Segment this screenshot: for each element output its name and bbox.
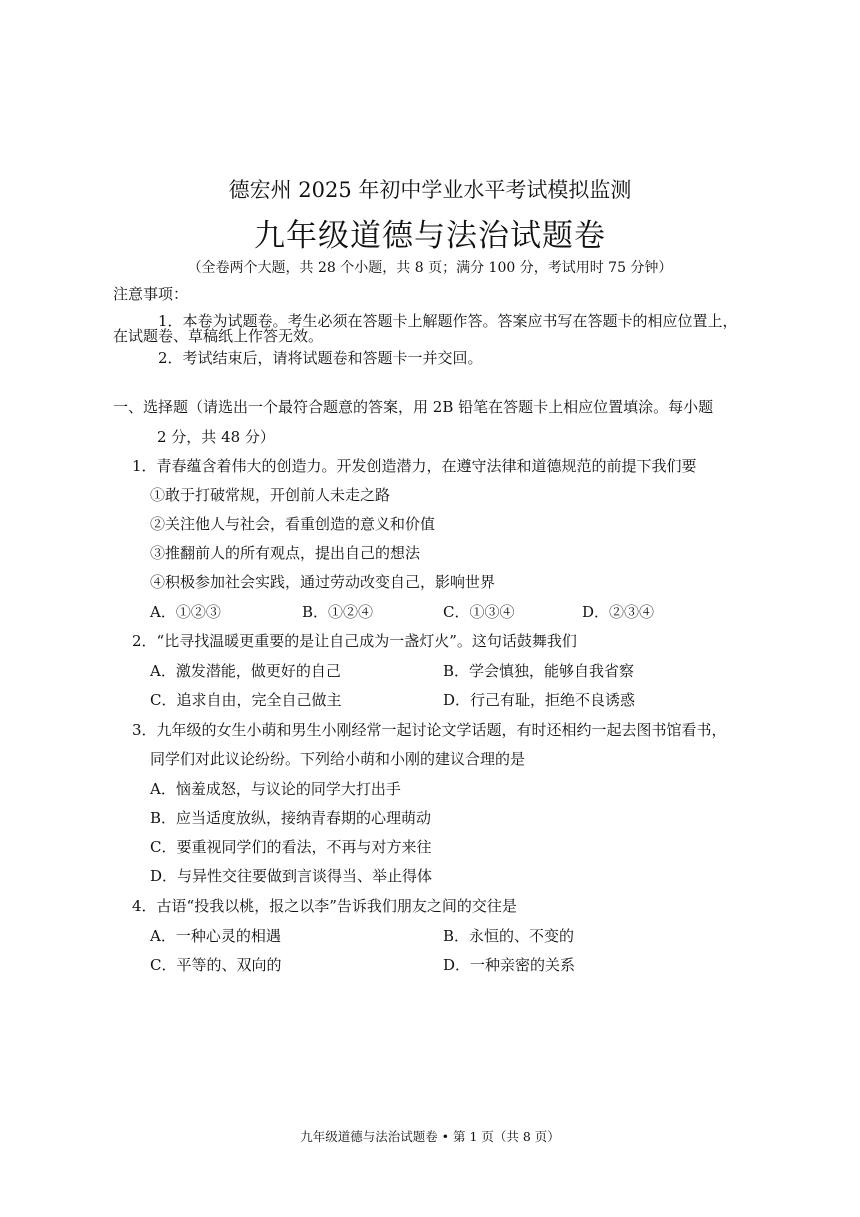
notice-item-2: 2．考试结束后，请将试题卷和答题卡一并交回。: [158, 349, 483, 367]
question-4-option-c: C．平等的、双向的: [150, 956, 282, 974]
question-3-option-d: D．与异性交往要做到言谈得当、举止得体: [150, 867, 433, 885]
notice-item-1-cont: 在试题卷、草稿纸上作答无效。: [113, 327, 324, 345]
question-1-item-1: ①敢于打破常规，开创前人未走之路: [150, 486, 391, 504]
notice-heading: 注意事项：: [113, 285, 189, 303]
question-1-item-4: ④积极参加社会实践，通过劳动改变自己，影响世界: [150, 573, 496, 591]
question-3-option-b: B．应当适度放纵，接纳青春期的心理萌动: [150, 809, 432, 827]
question-1-item-2: ②关注他人与社会，看重创造的意义和价值: [150, 515, 436, 533]
question-4-option-a: A．一种心灵的相遇: [150, 927, 281, 945]
question-2-option-a: A．激发潜能，做更好的自己: [150, 662, 341, 680]
question-3-option-c: C．要重视同学们的看法，不再与对方来往: [150, 838, 432, 856]
question-2-option-d: D．行己有耻，拒绝不良诱惑: [443, 691, 636, 709]
exam-header-title: 德宏州 2025 年初中学业水平考试模拟监测: [228, 178, 632, 202]
question-4-stem: 4．古语“投我以桃，报之以李”告诉我们朋友之间的交往是: [132, 897, 517, 915]
question-1-item-3: ③推翻前人的所有观点，提出自己的想法: [150, 544, 421, 562]
page-footer: 九年级道德与法治试题卷 • 第 1 页（共 8 页）: [300, 1129, 560, 1144]
exam-subtitle: （全卷两个大题，共 28 个小题，共 8 页；满分 100 分，考试用时 75 分钟）: [187, 260, 673, 276]
question-2-option-c: C．追求自由，完全自己做主: [150, 691, 342, 709]
question-1-option-b: B．①②④: [302, 603, 374, 621]
question-1-option-a: A．①②③: [150, 603, 221, 621]
section-1-heading-cont: 2 分，共 48 分）: [157, 428, 275, 446]
question-1-option-d: D．②③④: [582, 603, 655, 621]
question-3-option-a: A．恼羞成怒，与议论的同学大打出手: [150, 780, 401, 798]
notice-item-1: 1．本卷为试题卷。考生必须在答题卡上解题作答。答案应书写在答题卡的相应位置上，: [158, 312, 738, 330]
question-1-option-c: C．①③④: [443, 603, 515, 621]
question-3-stem: 3．九年级的女生小萌和男生小刚经常一起讨论文学话题，有时还相约一起去图书馆看书，: [132, 721, 727, 739]
question-1-stem: 1．青春蕴含着伟大的创造力。开发创造潜力，在遵守法律和道德规范的前提下我们要: [132, 457, 697, 475]
question-3-stem-cont: 同学们对此议论纷纷。下列给小萌和小刚的建议合理的是: [150, 750, 526, 768]
section-1-heading: 一、选择题（请选出一个最符合题意的答案，用 2B 铅笔在答题卡上相应位置填涂。每小题: [113, 398, 714, 416]
question-2-stem: 2．“比寻找温暖更重要的是让自己成为一盏灯火”。这句话鼓舞我们: [132, 632, 577, 650]
exam-main-title: 九年级道德与法治试题卷: [254, 218, 606, 254]
question-2-option-b: B．学会慎独，能够自我省察: [443, 662, 635, 680]
question-4-option-d: D．一种亲密的关系: [443, 956, 576, 974]
question-4-option-b: B．永恒的、不变的: [443, 927, 575, 945]
